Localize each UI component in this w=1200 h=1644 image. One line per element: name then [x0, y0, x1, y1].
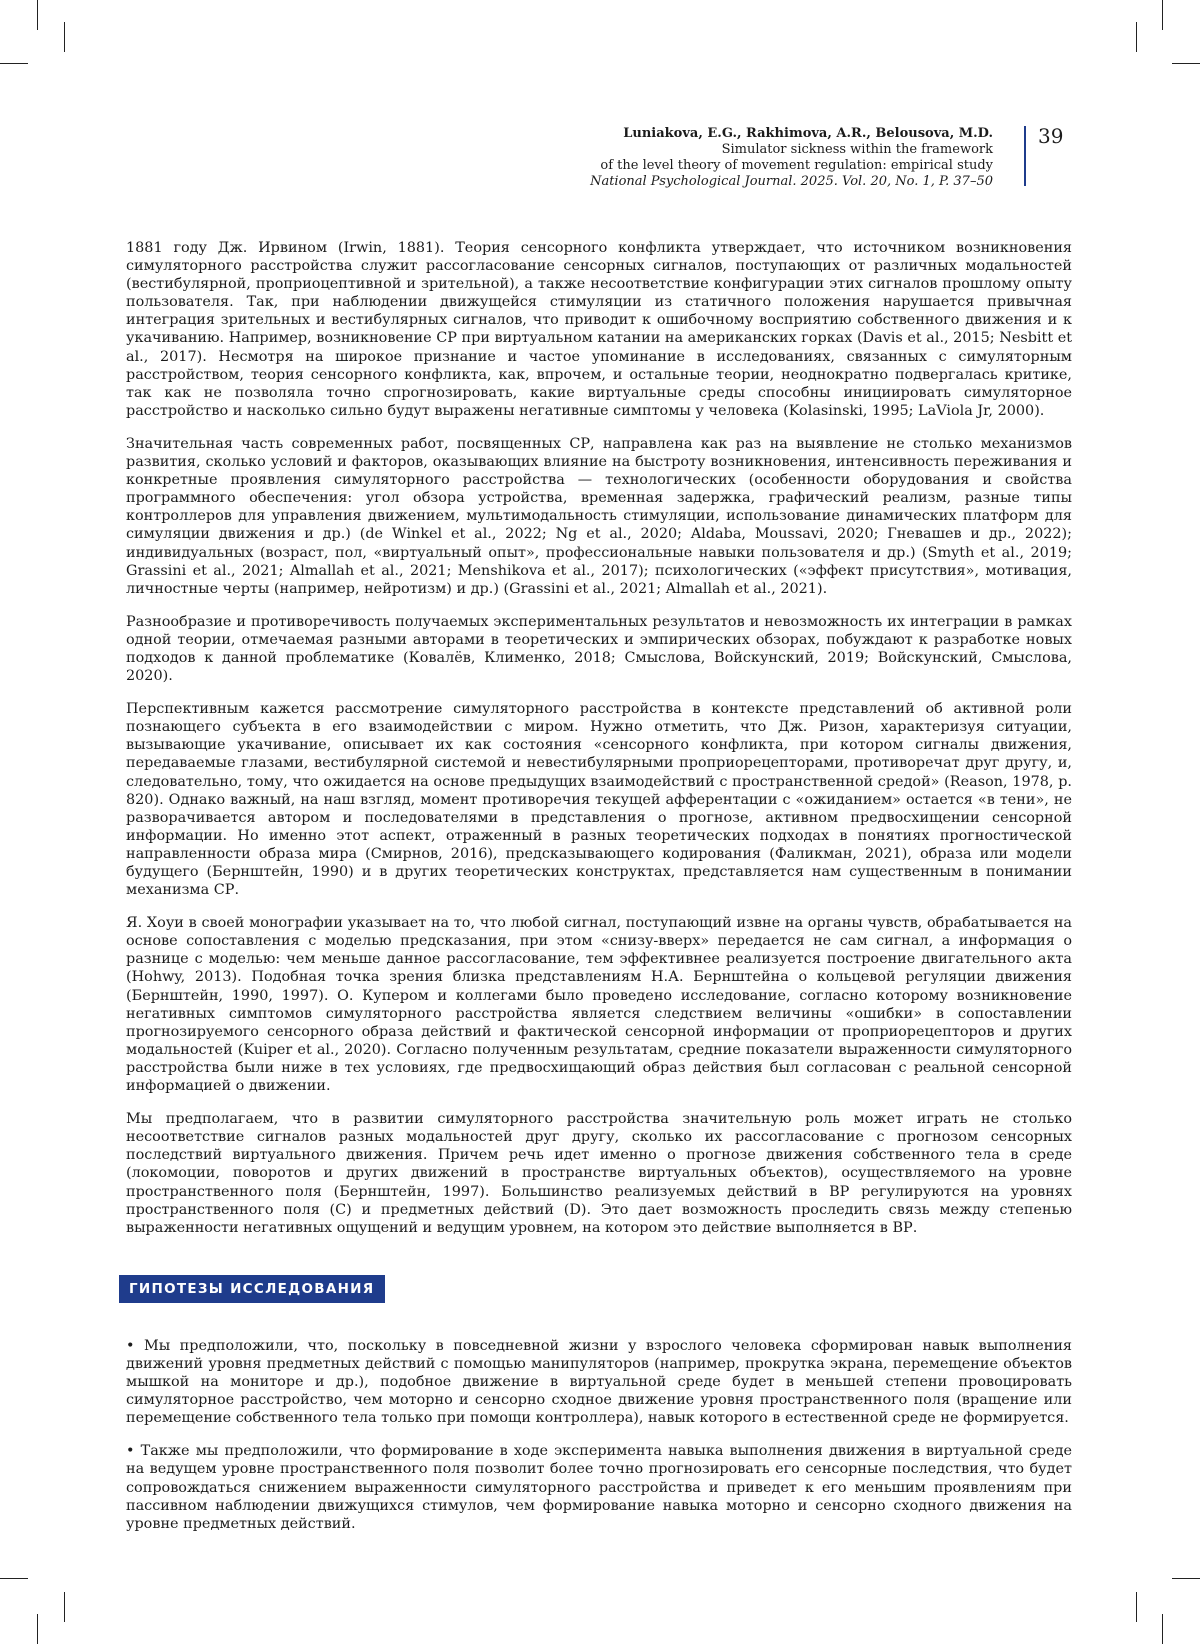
- header-divider: [1024, 126, 1026, 186]
- paragraph: Я. Хоуи в своей монографии указывает на то, что любой сигнал, поступающий извне на органы чувств, обрабатывается на основе сопоставления с моделью предсказания, при этом «снизу-вверх» передается не сам сигнал, а информация о разнице с моделью: чем меньше данное рассогласование, тем эффективнее реализуется построение двигательного акта (Hohwy, 2013). Подобная точка зрения близка представлениям Н.А. Бернштейна о кольцевой регуляции движения (Бернштейн, 1990, 1997). О. Купером и коллегами было проведено исследование, согласно которому возникновение негативных симптомов симуляторного расстройства является следствием величины «ошибки» в сопоставлении прогнозируемого сенсорного образа действий и фактической сенсорной информации от проприорецепторов и других модальностей (Kuiper et al., 2020). Согласно полученным результатам, средние показатели выраженности симуляторного расстройства были ниже в тех условиях, где предвосхищающий образ действия был согласован с реальной сенсорной информацией о движении.: [126, 914, 1072, 1095]
- paragraph: 1881 году Дж. Ирвином (Irwin, 1881). Теория сенсорного конфликта утверждает, что источником возникновения симуляторного расстройства служит рассогласование сенсорных сигналов, поступающих от различных модальностей (вестибулярной, проприоцептивной и зрительной), а также несоответствие конфигурации этих сигналов прошлому опыту пользователя. Так, при наблюдении движущейся стимуляции из статичного положения нарушается привычная интеграция зрительных и вестибулярных сигналов, что приводит к ошибочному восприятию собственного движения и к укачиванию. Например, возникновение СР при виртуальном катании на американских горках (Davis et al., 2015; Nesbitt et al., 2017). Несмотря на широкое признание и частое упоминание в исследованиях, связанных с симуляторным расстройством, теория сенсорного конфликта, как, впрочем, и остальные теории, неоднократно подвергалась критике, так как не позволяла точно спрогнозировать, какие виртуальные среды способны инициировать симуляторное расстройство и насколько сильно будут выражены негативные симптомы у человека (Kolasinski, 1995; LaViola Jr, 2000).: [126, 239, 1072, 420]
- list-item: • Также мы предположили, что формирование в ходе эксперимента навыка выполнения движения в виртуальной среде на ведущем уровне пространственного поля позволит более точно прогнозировать его сенсорные последствия, что будет сопровождаться снижением выраженности симуляторного расстройства и приведет к его меньшим проявлениям при пассивном наблюдении движущихся стимулов, чем формирование навыка моторно и сенсорно сходного движения на уровне предметных действий.: [126, 1442, 1072, 1532]
- paragraph: Перспективным кажется рассмотрение симуляторного расстройства в контексте представлений об активной роли познающего субъекта в его взаимодействии с миром. Нужно отметить, что Дж. Ризон, характеризуя ситуации, вызывающие укачивание, описывает их как состояния «сенсорного конфликта, при котором сигналы движения, передаваемые глазами, вестибулярной системой и невестибулярными проприорецепторами, противоречат друг другу, и, следовательно, тому, что ожидается на основе предыдущих взаимодействий с пространственной средой» (Reason, 1978, p. 820). Однако важный, на наш взгляд, момент противоречия текущей афферентации с «ожиданием» остается «в тени», не разворачивается автором и последователями в представления о прогнозе, активном предвосхищении сенсорной информации. Но именно этот аспект, отраженный в разных теоретических подходах в понятиях прогностической направленности образа мира (Смирнов, 2016), предсказывающего кодирования (Фаликман, 2021), образа или модели будущего (Бернштейн, 1990) и в других теоретических конструктах, представляется нам существенным в понимании механизма СР.: [126, 700, 1072, 899]
- crop-mark: [1162, 0, 1163, 30]
- crop-mark: [1172, 63, 1200, 64]
- header-journal: National Psychological Journal. 2025. Vol. 20, No. 1, P. 37–50: [473, 174, 993, 190]
- crop-mark: [1162, 1614, 1163, 1644]
- paragraph: Значительная часть современных работ, посвященных СР, направлена как раз на выявление не столько механизмов развития, сколько условий и факторов, оказывающих влияние на быстроту возникновения, интенсивность переживания и конкретные проявления симуляторного расстройства — технологических (особенности оборудования и свойства программного обеспечения: угол обзора устройства, временная задержка, графический реализм, разные типы контроллеров для управления движением, мультимодальность стимуляции, использование динамических платформ для симуляции движения и др.) (de Winkel et al., 2022; Ng et al., 2020; Aldaba, Moussavi, 2020; Гневашев и др., 2022); индивидуальных (возраст, пол, «виртуальный опыт», профессиональные навыки пользователя и др.) (Smyth et al., 2019; Grassini et al., 2021; Almallah et al., 2021; Menshikova et al., 2017); психологических («эффект присутствия», мотивация, личностные черты (например, нейротизм) и др.) (Grassini et al., 2021; Almallah et al., 2021).: [126, 435, 1072, 598]
- list-item: • Мы предположили, что, поскольку в повседневной жизни у взрослого человека сформирован навык выполнения движений уровня предметных действий с помощью манипуляторов (например, прокрутка экрана, перемещение объектов мышкой на мониторе и др.), подобное движение в виртуальной среде будет в меньшей степени провоцировать симуляторное расстройство, чем моторно и сенсорно сходное движение уровня пространственного поля (вращение или перемещение собственного тела только при помощи контроллера), навык которого в естественной среде не формируется.: [126, 1337, 1072, 1427]
- header-authors: Luniakova, E.G., Rakhimova, A.R., Belousova, M.D.: [473, 126, 993, 142]
- running-header: [473, 126, 993, 190]
- paragraph: Разнообразие и противоречивость получаемых экспериментальных результатов и невозможность их интеграции в рамках одной теории, отмечаемая разными авторами в теоретических и эмпирических обзорах, побуждают к разработке новых подходов к данной проблематике (Ковалёв, Клименко, 2018; Смыслова, Войскунский, 2019; Войскунский, Смыслова, 2020).: [126, 613, 1072, 685]
- page-number: 39: [1038, 124, 1063, 148]
- paragraph: Мы предполагаем, что в развитии симуляторного расстройства значительную роль может играть не столько несоответствие сигналов разных модальностей друг другу, сколько их рассогласование с прогнозом сенсорных последствий виртуального движения. Причем речь идет именно о прогнозе движения собственного тела в среде (локомоции, поворотов и других движений в пространстве виртуальных объектов), осуществляемого на уровне пространственного поля (Бернштейн, 1997). Большинство реализуемых действий в ВР регулируются на уровнях пространственного поля (С) и предметных действий (D). Это дает возможность проследить связь между степенью выраженности негативных ощущений и ведущим уровнем, на котором это действие выполняется в ВР.: [126, 1110, 1072, 1237]
- header-title-line-2: of the level theory of movement regulation: empirical study: [473, 158, 993, 174]
- crop-mark: [64, 1592, 65, 1622]
- crop-mark: [37, 0, 38, 30]
- article-body: [126, 239, 1072, 1548]
- crop-mark: [64, 22, 65, 52]
- crop-mark: [0, 63, 28, 64]
- section-heading: ГИПОТЕЗЫ ИССЛЕДОВАНИЯ: [119, 1275, 385, 1303]
- crop-mark: [1136, 22, 1137, 52]
- crop-mark: [1136, 1592, 1137, 1622]
- crop-mark: [1172, 1578, 1200, 1579]
- crop-mark: [37, 1614, 38, 1644]
- hypotheses-list: [126, 1337, 1072, 1533]
- crop-mark: [0, 1578, 28, 1579]
- header-title-line-1: Simulator sickness within the framework: [473, 142, 993, 158]
